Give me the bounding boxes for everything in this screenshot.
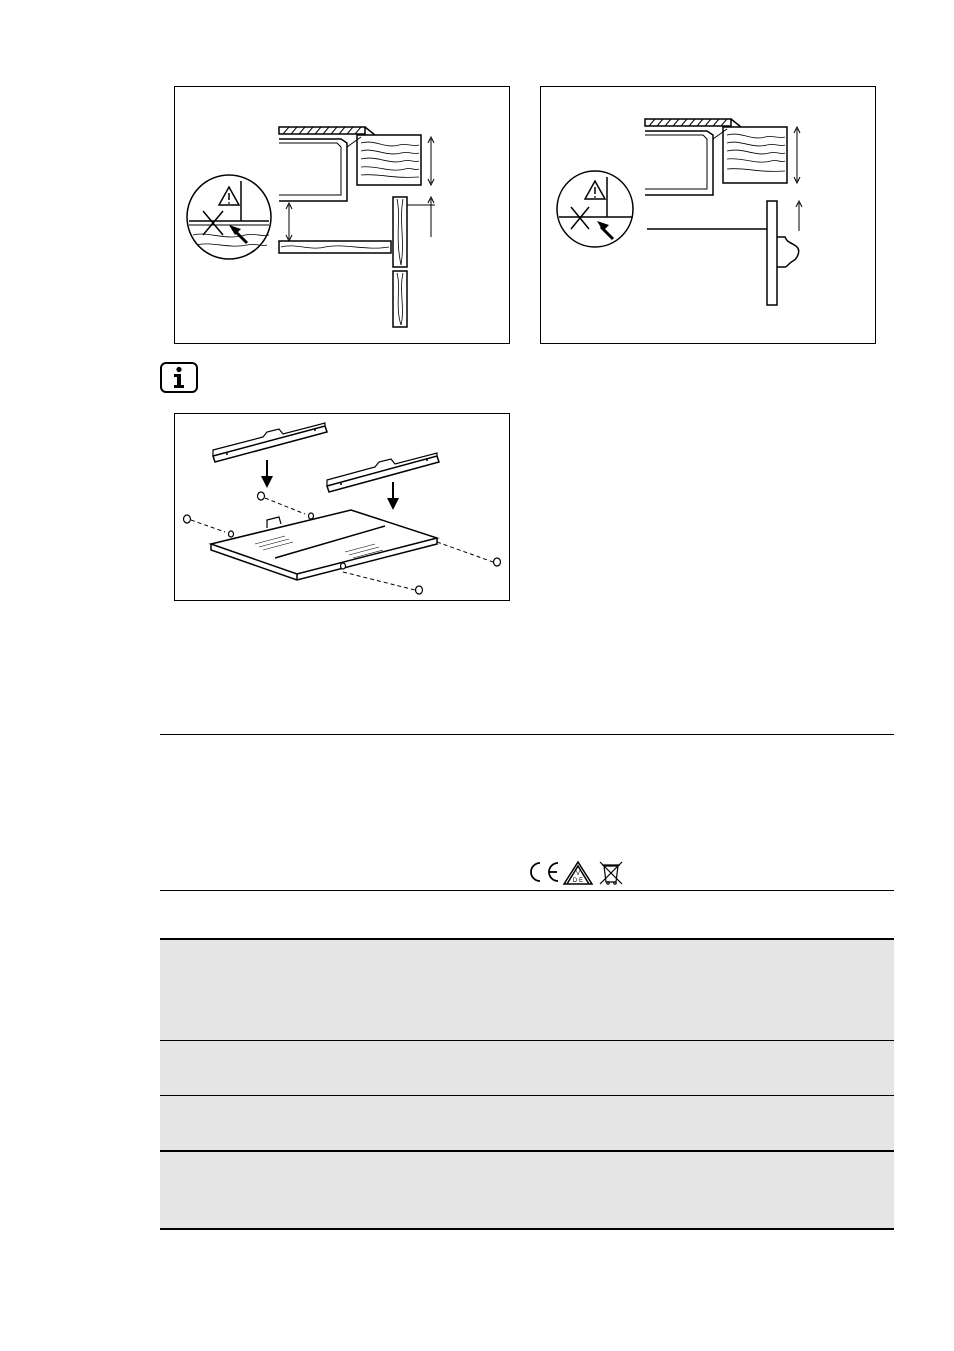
info-icon	[160, 362, 198, 393]
certification-marks	[520, 858, 624, 886]
divider-line	[160, 734, 894, 735]
arrow-down-icon	[387, 482, 399, 510]
svg-text:V: V	[575, 871, 581, 877]
svg-text:E: E	[578, 878, 584, 884]
divider-line	[160, 890, 894, 891]
protection-box-drawing	[175, 414, 511, 602]
figure-cabinet-drawer	[540, 86, 876, 344]
weee-bin-icon	[600, 862, 622, 884]
ce-mark-icon	[531, 863, 558, 881]
drawer-handle-icon	[777, 237, 799, 267]
arrow-down-icon	[261, 460, 273, 488]
figure-cabinet-shelf	[174, 86, 510, 344]
specification-table	[160, 938, 894, 1230]
cabinet-drawer-drawing	[541, 87, 877, 345]
figure-protection-box	[174, 413, 510, 601]
cabinet-shelf-drawing	[175, 87, 511, 345]
table-row	[160, 1095, 894, 1150]
table-row	[160, 1040, 894, 1095]
svg-text:D: D	[572, 878, 578, 884]
table-row	[160, 940, 894, 1040]
table-row	[160, 1150, 894, 1230]
